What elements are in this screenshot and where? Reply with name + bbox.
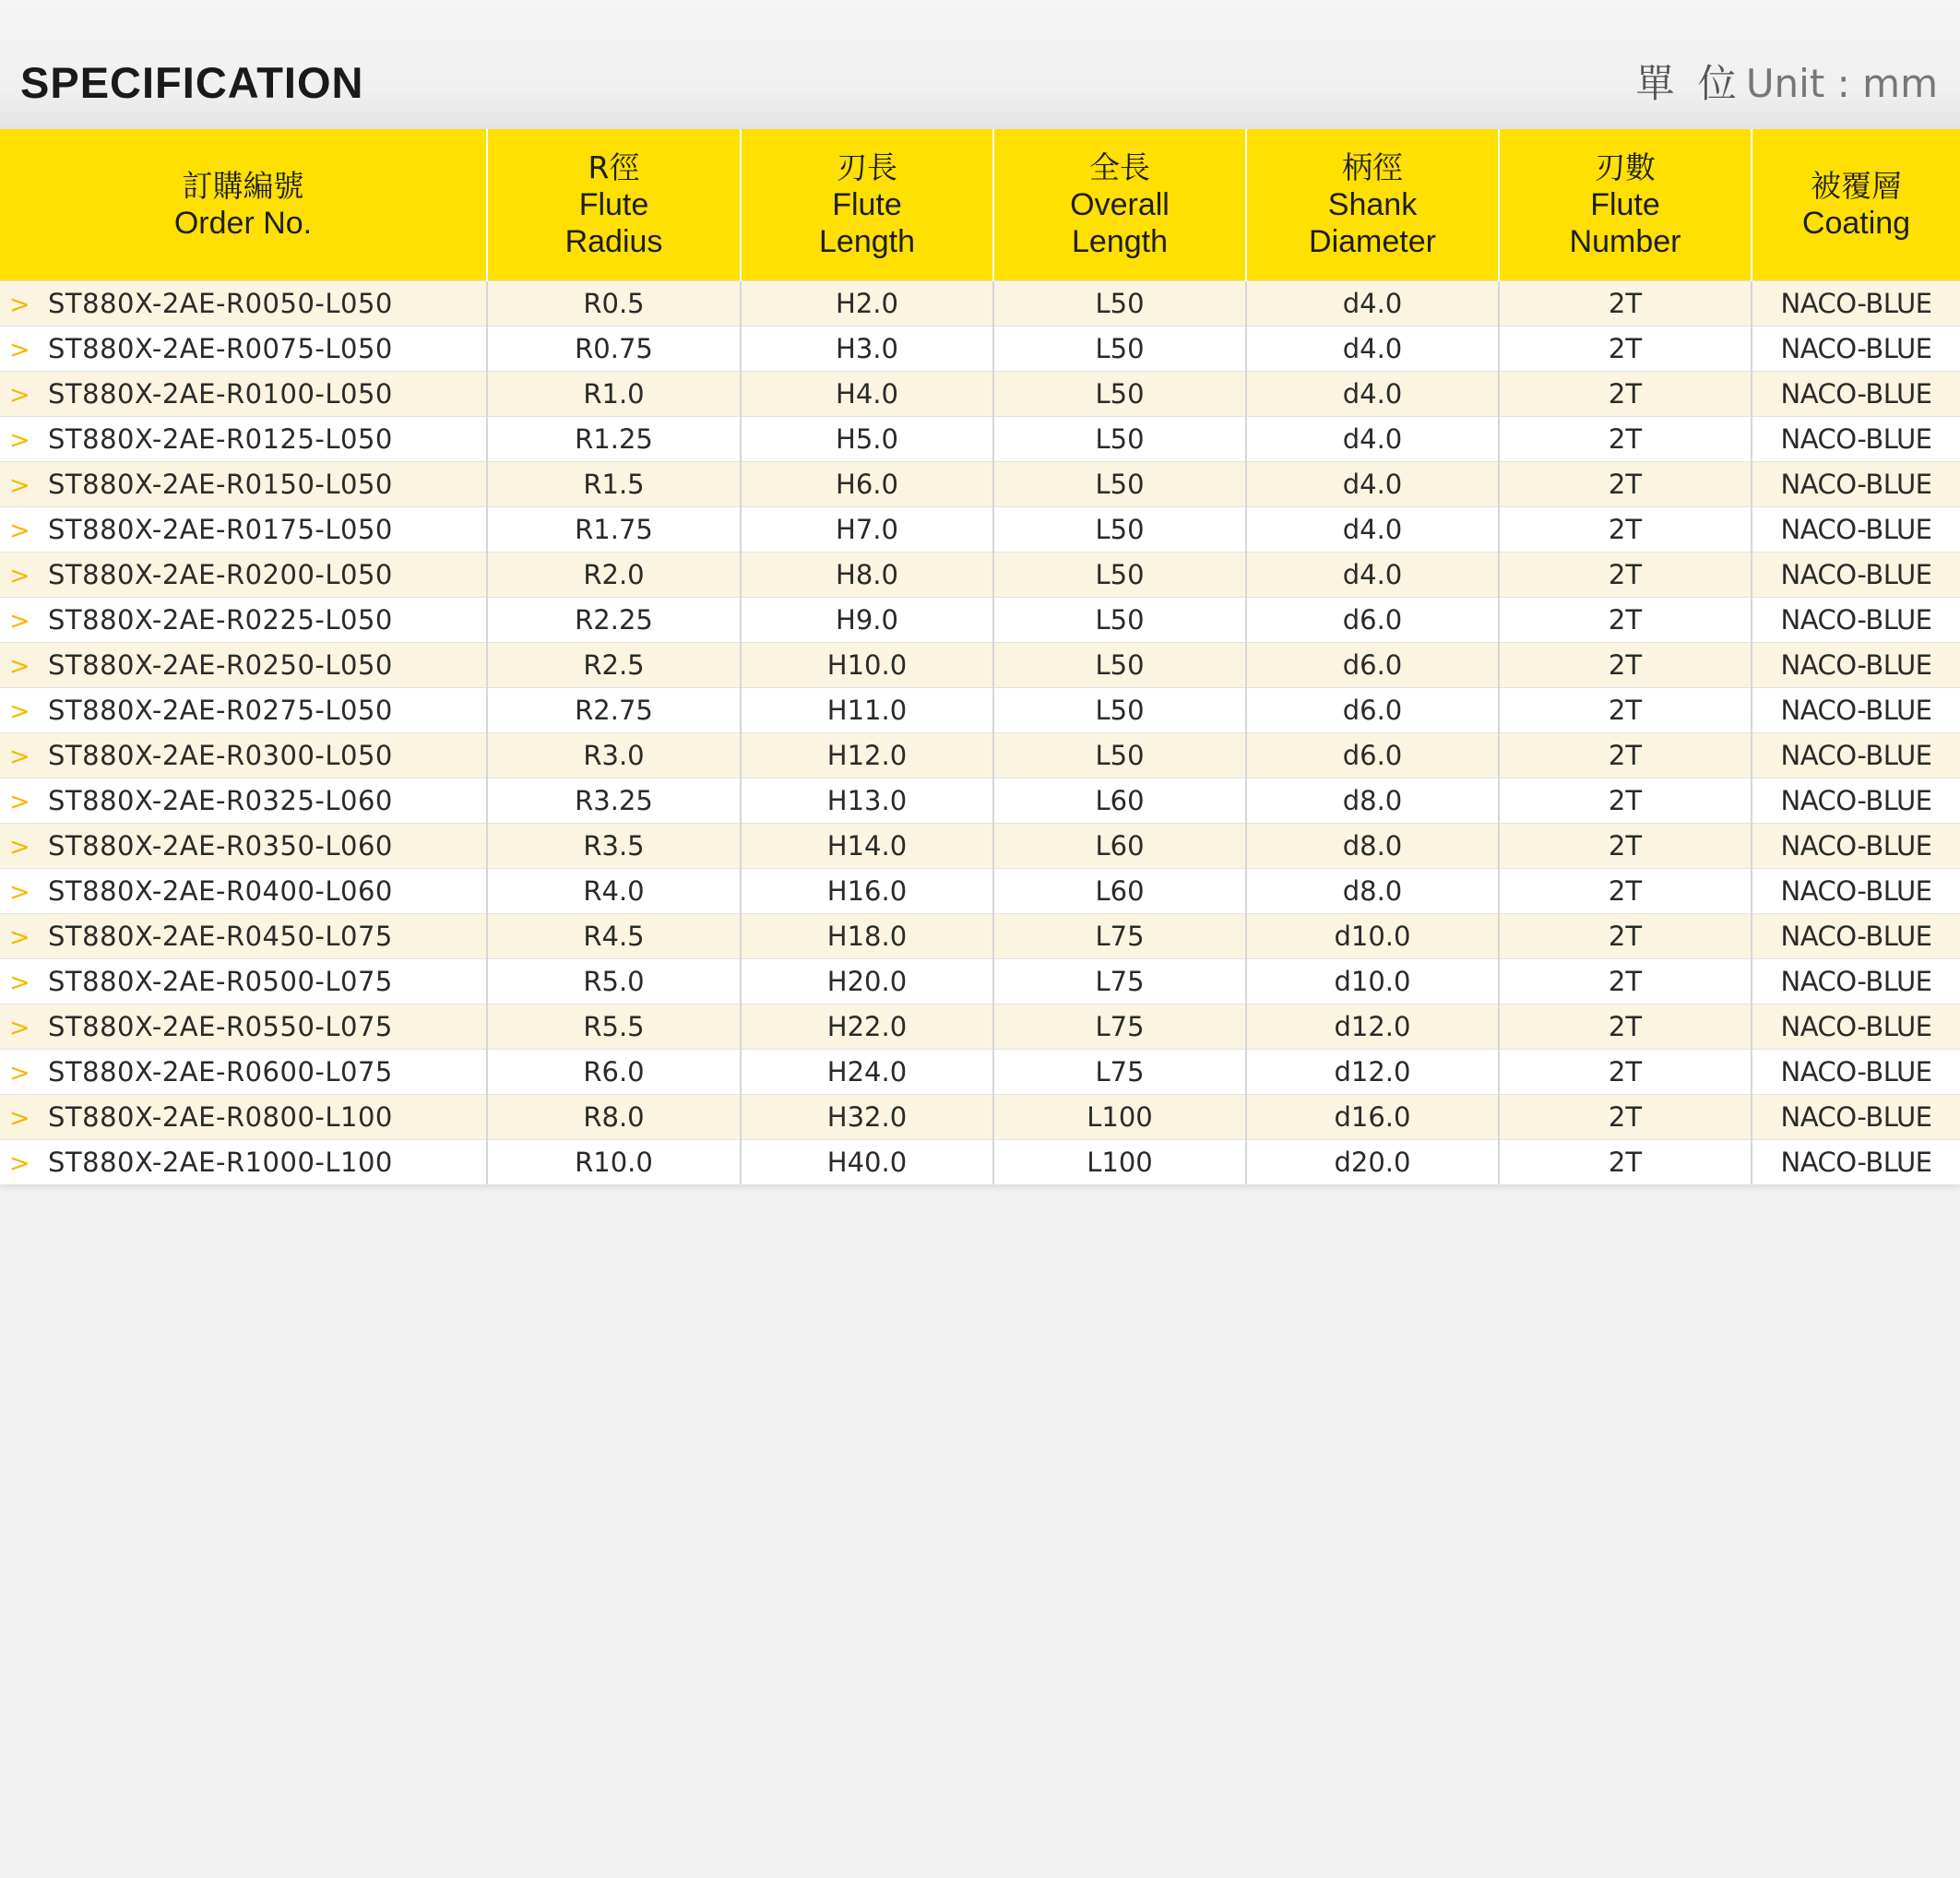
overall-length-cell: L50 xyxy=(993,462,1246,507)
order-no-cell xyxy=(0,1140,487,1185)
table-row xyxy=(0,553,1960,598)
table-row xyxy=(0,462,1960,507)
flute-number-cell: 2T xyxy=(1499,824,1752,869)
shank-diameter-cell: d8.0 xyxy=(1246,869,1499,914)
overall-length-cell: L75 xyxy=(993,959,1246,1004)
chevron-right-icon: > xyxy=(9,652,30,681)
flute-radius-cell: R6.0 xyxy=(487,1050,741,1095)
table-row xyxy=(0,372,1960,417)
flute-radius-cell: R0.75 xyxy=(487,327,741,372)
flute-number-cell: 2T xyxy=(1499,733,1752,779)
order-no-cell xyxy=(0,327,487,372)
shank-diameter-cell: d4.0 xyxy=(1246,553,1499,598)
chevron-right-icon: > xyxy=(9,878,30,907)
shank-diameter-cell: d8.0 xyxy=(1246,824,1499,869)
chevron-right-icon: > xyxy=(9,336,30,364)
overall-length-cell: L60 xyxy=(993,869,1246,914)
table-row xyxy=(0,1095,1960,1140)
flute-length-cell: H2.0 xyxy=(741,281,993,327)
shank-diameter-cell: d10.0 xyxy=(1246,959,1499,1004)
coating-cell: NACO-BLUE xyxy=(1752,1140,1960,1185)
overall-length-cell: L50 xyxy=(993,643,1246,688)
shank-diameter-cell: d4.0 xyxy=(1246,507,1499,553)
shank-diameter-cell: d4.0 xyxy=(1246,417,1499,462)
chevron-right-icon: > xyxy=(9,517,30,545)
shank-diameter-cell: d4.0 xyxy=(1246,372,1499,417)
flute-number-cell: 2T xyxy=(1499,598,1752,643)
overall-length-cell: L60 xyxy=(993,779,1246,824)
flute-radius-cell: R3.0 xyxy=(487,733,741,779)
flute-number-cell: 2T xyxy=(1499,1050,1752,1095)
order-no-text: ST880X-2AE-R0225-L050 xyxy=(48,604,393,636)
table-row xyxy=(0,733,1960,779)
coating-cell: NACO-BLUE xyxy=(1752,824,1960,869)
flute-number-cell: 2T xyxy=(1499,1095,1752,1140)
order-no-cell xyxy=(0,733,487,779)
coating-cell: NACO-BLUE xyxy=(1752,1050,1960,1095)
chevron-right-icon: > xyxy=(9,1149,30,1178)
flute-length-cell: H5.0 xyxy=(741,417,993,462)
flute-radius-cell: R1.0 xyxy=(487,372,741,417)
overall-length-cell: L50 xyxy=(993,327,1246,372)
table-row xyxy=(0,869,1960,914)
flute-radius-cell: R2.75 xyxy=(487,688,741,733)
spec-table xyxy=(0,129,1960,1184)
chevron-right-icon: > xyxy=(9,697,30,726)
chevron-right-icon: > xyxy=(9,833,30,862)
table-row xyxy=(0,779,1960,824)
table-row xyxy=(0,1140,1960,1185)
shank-diameter-cell: d6.0 xyxy=(1246,733,1499,779)
flute-radius-cell: R4.5 xyxy=(487,914,741,959)
chevron-right-icon: > xyxy=(9,381,30,410)
chevron-right-icon: > xyxy=(9,1059,30,1088)
flute-length-cell: H9.0 xyxy=(741,598,993,643)
order-no-text: ST880X-2AE-R1000-L100 xyxy=(48,1147,393,1178)
overall-length-cell: L75 xyxy=(993,1004,1246,1050)
order-no-cell xyxy=(0,688,487,733)
col-header-flute-radius xyxy=(487,129,741,281)
chevron-right-icon: > xyxy=(9,291,30,319)
overall-length-cell: L50 xyxy=(993,733,1246,779)
chevron-right-icon: > xyxy=(9,923,30,952)
col-header-en: Length xyxy=(819,224,915,259)
col-header-shank-diameter xyxy=(1246,129,1499,281)
col-header-zh: 被覆層 xyxy=(1811,168,1902,204)
overall-length-cell: L50 xyxy=(993,598,1246,643)
flute-radius-cell: R2.25 xyxy=(487,598,741,643)
coating-cell: NACO-BLUE xyxy=(1752,372,1960,417)
flute-number-cell: 2T xyxy=(1499,372,1752,417)
coating-cell: NACO-BLUE xyxy=(1752,869,1960,914)
order-no-text: ST880X-2AE-R0400-L060 xyxy=(48,875,393,907)
col-header-zh: R徑 xyxy=(588,149,640,185)
order-no-text: ST880X-2AE-R0250-L050 xyxy=(48,649,393,681)
overall-length-cell: L75 xyxy=(993,1050,1246,1095)
flute-length-cell: H12.0 xyxy=(741,733,993,779)
flute-number-cell: 2T xyxy=(1499,553,1752,598)
col-header-zh: 訂購編號 xyxy=(182,168,304,204)
shank-diameter-cell: d4.0 xyxy=(1246,281,1499,327)
flute-length-cell: H16.0 xyxy=(741,869,993,914)
order-no-text: ST880X-2AE-R0050-L050 xyxy=(48,288,393,319)
table-row xyxy=(0,914,1960,959)
col-header-overall-length xyxy=(993,129,1246,281)
coating-cell: NACO-BLUE xyxy=(1752,327,1960,372)
order-no-cell xyxy=(0,959,487,1004)
order-no-cell xyxy=(0,372,487,417)
flute-length-cell: H4.0 xyxy=(741,372,993,417)
flute-length-cell: H32.0 xyxy=(741,1095,993,1140)
order-no-text: ST880X-2AE-R0100-L050 xyxy=(48,378,393,410)
overall-length-cell: L50 xyxy=(993,553,1246,598)
coating-cell: NACO-BLUE xyxy=(1752,1004,1960,1050)
shank-diameter-cell: d4.0 xyxy=(1246,327,1499,372)
order-no-text: ST880X-2AE-R0200-L050 xyxy=(48,559,393,590)
flute-radius-cell: R10.0 xyxy=(487,1140,741,1185)
col-header-flute-length xyxy=(741,129,993,281)
overall-length-cell: L60 xyxy=(993,824,1246,869)
unit-label xyxy=(1635,61,1938,106)
flute-radius-cell: R5.5 xyxy=(487,1004,741,1050)
flute-length-cell: H11.0 xyxy=(741,688,993,733)
flute-length-cell: H7.0 xyxy=(741,507,993,553)
flute-length-cell: H20.0 xyxy=(741,959,993,1004)
order-no-text: ST880X-2AE-R0275-L050 xyxy=(48,695,393,726)
coating-cell: NACO-BLUE xyxy=(1752,733,1960,779)
flute-radius-cell: R3.5 xyxy=(487,824,741,869)
order-no-text: ST880X-2AE-R0325-L060 xyxy=(48,785,393,816)
coating-cell: NACO-BLUE xyxy=(1752,688,1960,733)
coating-cell: NACO-BLUE xyxy=(1752,914,1960,959)
col-header-en: Shank xyxy=(1327,187,1418,222)
order-no-text: ST880X-2AE-R0550-L075 xyxy=(48,1011,393,1042)
order-no-text: ST880X-2AE-R0075-L050 xyxy=(48,333,393,364)
coating-cell: NACO-BLUE xyxy=(1752,959,1960,1004)
flute-radius-cell: R8.0 xyxy=(487,1095,741,1140)
coating-cell: NACO-BLUE xyxy=(1752,643,1960,688)
table-row xyxy=(0,643,1960,688)
order-no-cell xyxy=(0,598,487,643)
col-header-en: Order No. xyxy=(173,206,313,241)
order-no-cell xyxy=(0,281,487,327)
flute-radius-cell: R3.25 xyxy=(487,779,741,824)
flute-radius-cell: R1.25 xyxy=(487,417,741,462)
flute-length-cell: H13.0 xyxy=(741,779,993,824)
order-no-cell xyxy=(0,824,487,869)
order-no-cell xyxy=(0,507,487,553)
flute-length-cell: H24.0 xyxy=(741,1050,993,1095)
order-no-text: ST880X-2AE-R0450-L075 xyxy=(48,921,393,952)
flute-radius-cell: R0.5 xyxy=(487,281,741,327)
order-no-text: ST880X-2AE-R0175-L050 xyxy=(48,514,393,545)
shank-diameter-cell: d12.0 xyxy=(1246,1050,1499,1095)
flute-length-cell: H14.0 xyxy=(741,824,993,869)
chevron-right-icon: > xyxy=(9,1104,30,1133)
order-no-text: ST880X-2AE-R0125-L050 xyxy=(48,423,393,455)
chevron-right-icon: > xyxy=(9,607,30,636)
table-row xyxy=(0,417,1960,462)
shank-diameter-cell: d6.0 xyxy=(1246,598,1499,643)
flute-length-cell: H6.0 xyxy=(741,462,993,507)
col-header-zh: 全長 xyxy=(1089,149,1150,185)
order-no-cell xyxy=(0,1095,487,1140)
order-no-text: ST880X-2AE-R0800-L100 xyxy=(48,1101,393,1133)
coating-cell: NACO-BLUE xyxy=(1752,462,1960,507)
shank-diameter-cell: d8.0 xyxy=(1246,779,1499,824)
flute-number-cell: 2T xyxy=(1499,507,1752,553)
col-header-en: Flute xyxy=(578,187,649,222)
overall-length-cell: L100 xyxy=(993,1140,1246,1185)
page-header xyxy=(0,0,1960,129)
order-no-cell xyxy=(0,914,487,959)
col-header-coating xyxy=(1752,129,1960,281)
shank-diameter-cell: d4.0 xyxy=(1246,462,1499,507)
table-row xyxy=(0,1004,1960,1050)
flute-number-cell: 2T xyxy=(1499,327,1752,372)
flute-radius-cell: R1.5 xyxy=(487,462,741,507)
overall-length-cell: L75 xyxy=(993,914,1246,959)
chevron-right-icon: > xyxy=(9,562,30,590)
coating-cell: NACO-BLUE xyxy=(1752,417,1960,462)
flute-length-cell: H8.0 xyxy=(741,553,993,598)
coating-cell: NACO-BLUE xyxy=(1752,507,1960,553)
table-row xyxy=(0,1050,1960,1095)
unit-label-zh: 單 位 xyxy=(1635,61,1742,106)
order-no-cell xyxy=(0,643,487,688)
flute-number-cell: 2T xyxy=(1499,417,1752,462)
col-header-en: Radius xyxy=(564,224,663,259)
col-header-zh: 柄徑 xyxy=(1342,149,1403,185)
flute-radius-cell: R5.0 xyxy=(487,959,741,1004)
col-header-en: Coating xyxy=(1801,206,1911,241)
order-no-cell xyxy=(0,417,487,462)
flute-length-cell: H22.0 xyxy=(741,1004,993,1050)
col-header-en: Overall xyxy=(1070,187,1170,222)
shank-diameter-cell: d6.0 xyxy=(1246,643,1499,688)
shank-diameter-cell: d12.0 xyxy=(1246,1004,1499,1050)
col-header-en: Number xyxy=(1569,224,1681,259)
col-header-zh: 刃長 xyxy=(837,149,897,185)
order-no-cell xyxy=(0,779,487,824)
table-row xyxy=(0,281,1960,327)
order-no-cell xyxy=(0,869,487,914)
coating-cell: NACO-BLUE xyxy=(1752,779,1960,824)
chevron-right-icon: > xyxy=(9,743,30,771)
overall-length-cell: L50 xyxy=(993,281,1246,327)
col-header-en: Length xyxy=(1072,224,1168,259)
flute-number-cell: 2T xyxy=(1499,914,1752,959)
flute-length-cell: H40.0 xyxy=(741,1140,993,1185)
order-no-cell xyxy=(0,553,487,598)
flute-length-cell: H10.0 xyxy=(741,643,993,688)
order-no-text: ST880X-2AE-R0150-L050 xyxy=(48,469,393,500)
table-row xyxy=(0,959,1960,1004)
spec-table-head xyxy=(0,129,1960,281)
flute-number-cell: 2T xyxy=(1499,1140,1752,1185)
table-row xyxy=(0,327,1960,372)
order-no-text: ST880X-2AE-R0300-L050 xyxy=(48,740,393,771)
coating-cell: NACO-BLUE xyxy=(1752,598,1960,643)
page-title: SPECIFICATION xyxy=(20,58,364,107)
col-header-order-no xyxy=(0,129,487,281)
order-no-text: ST880X-2AE-R0600-L075 xyxy=(48,1056,393,1088)
overall-length-cell: L50 xyxy=(993,507,1246,553)
flute-length-cell: H3.0 xyxy=(741,327,993,372)
overall-length-cell: L50 xyxy=(993,417,1246,462)
flute-number-cell: 2T xyxy=(1499,869,1752,914)
coating-cell: NACO-BLUE xyxy=(1752,553,1960,598)
flute-length-cell: H18.0 xyxy=(741,914,993,959)
order-no-cell xyxy=(0,462,487,507)
unit-label-en: Unit : mm xyxy=(1745,61,1938,106)
spec-table-body xyxy=(0,281,1960,1185)
flute-number-cell: 2T xyxy=(1499,688,1752,733)
coating-cell: NACO-BLUE xyxy=(1752,281,1960,327)
order-no-cell xyxy=(0,1004,487,1050)
order-no-text: ST880X-2AE-R0500-L075 xyxy=(48,966,393,997)
flute-radius-cell: R2.5 xyxy=(487,643,741,688)
chevron-right-icon: > xyxy=(9,426,30,455)
flute-radius-cell: R4.0 xyxy=(487,869,741,914)
chevron-right-icon: > xyxy=(9,1014,30,1042)
shank-diameter-cell: d10.0 xyxy=(1246,914,1499,959)
shank-diameter-cell: d6.0 xyxy=(1246,688,1499,733)
flute-radius-cell: R2.0 xyxy=(487,553,741,598)
table-row xyxy=(0,824,1960,869)
shank-diameter-cell: d20.0 xyxy=(1246,1140,1499,1185)
flute-number-cell: 2T xyxy=(1499,281,1752,327)
col-header-flute-number xyxy=(1499,129,1752,281)
header-row xyxy=(0,129,1960,281)
overall-length-cell: L50 xyxy=(993,688,1246,733)
table-row xyxy=(0,507,1960,553)
order-no-text: ST880X-2AE-R0350-L060 xyxy=(48,830,393,862)
flute-radius-cell: R1.75 xyxy=(487,507,741,553)
table-row xyxy=(0,598,1960,643)
flute-number-cell: 2T xyxy=(1499,779,1752,824)
chevron-right-icon: > xyxy=(9,969,30,997)
table-row xyxy=(0,688,1960,733)
chevron-right-icon: > xyxy=(9,788,30,816)
coating-cell: NACO-BLUE xyxy=(1752,1095,1960,1140)
overall-length-cell: L100 xyxy=(993,1095,1246,1140)
col-header-zh: 刃數 xyxy=(1595,149,1656,185)
flute-number-cell: 2T xyxy=(1499,643,1752,688)
col-header-en: Flute xyxy=(1590,187,1660,222)
flute-number-cell: 2T xyxy=(1499,959,1752,1004)
order-no-cell xyxy=(0,1050,487,1095)
col-header-en: Flute xyxy=(832,187,902,222)
chevron-right-icon: > xyxy=(9,471,30,500)
flute-number-cell: 2T xyxy=(1499,1004,1752,1050)
shank-diameter-cell: d16.0 xyxy=(1246,1095,1499,1140)
overall-length-cell: L50 xyxy=(993,372,1246,417)
col-header-en: Diameter xyxy=(1309,224,1436,259)
flute-number-cell: 2T xyxy=(1499,462,1752,507)
